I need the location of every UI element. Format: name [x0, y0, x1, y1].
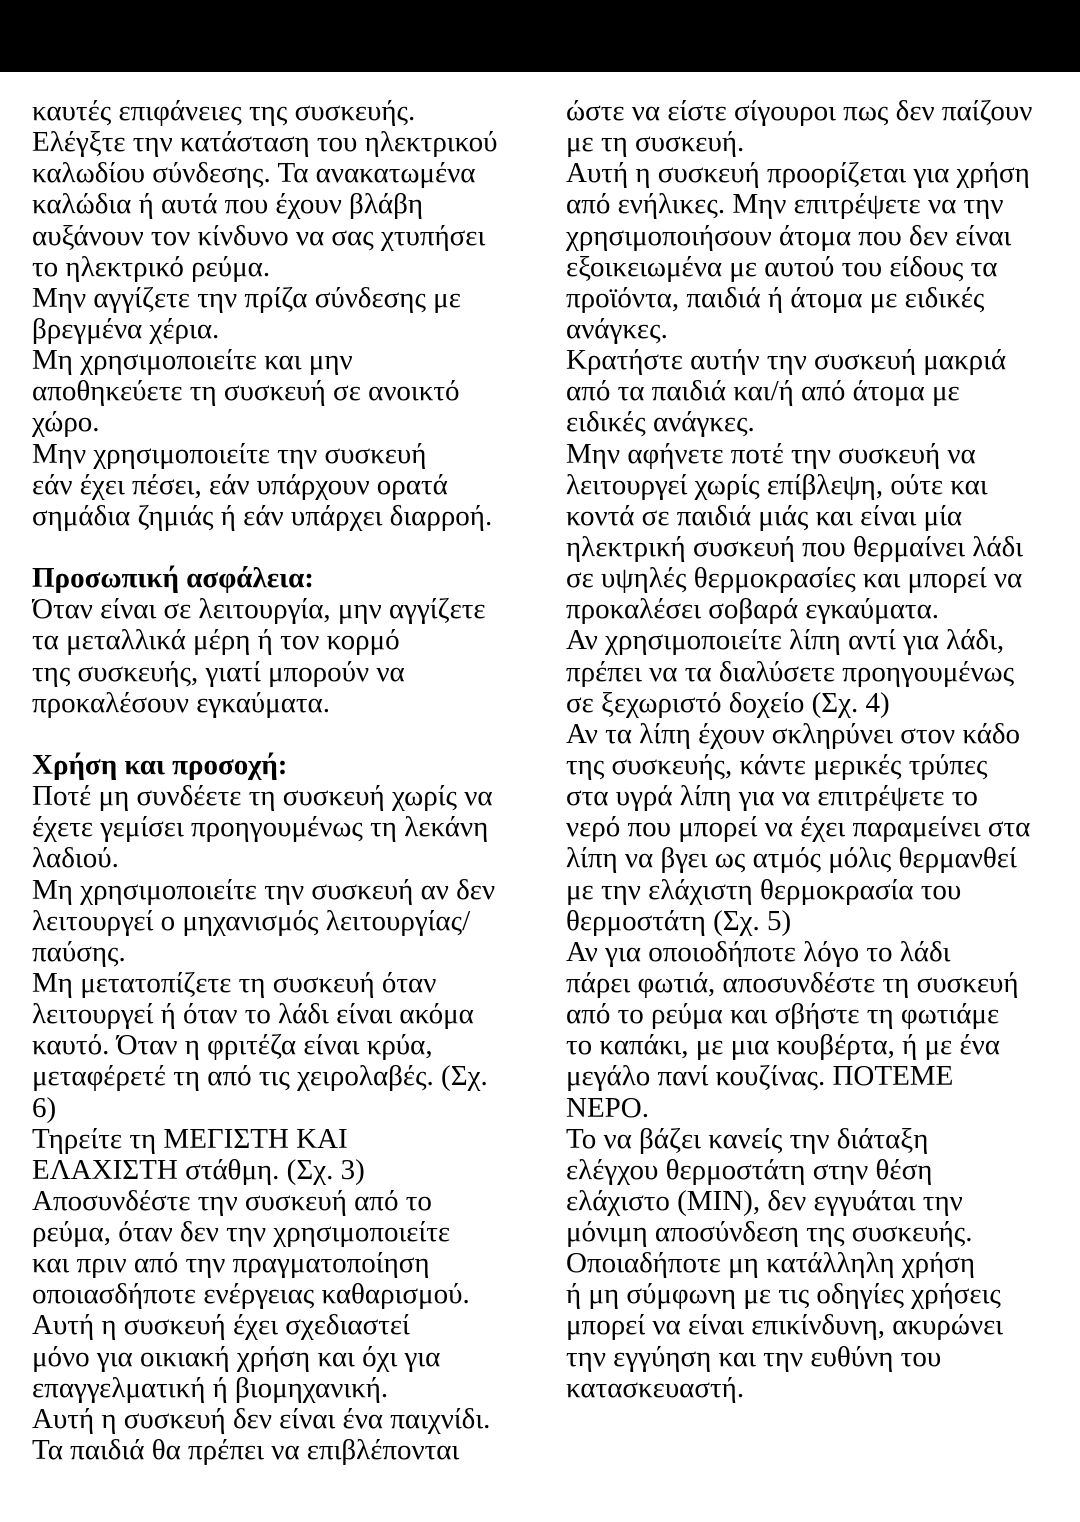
text-line: πάρει φωτιά, αποσυνδέστε τη συσκευή: [566, 966, 1019, 999]
text-line: με την ελάχιστη θερμοκρασία του: [566, 873, 962, 906]
text-line: από το ρεύμα και σβήστε τη φωτιάμε: [566, 998, 1000, 1031]
text-line: λαδιού.: [32, 842, 119, 875]
text-line: τα μεταλλικά μέρη ή τον κορμό: [32, 624, 400, 657]
text-line: λίπη να βγει ως ατμός μόλις θερμανθεί: [566, 842, 1017, 875]
right-text-column: [566, 96, 1074, 1404]
text-line: προϊόντα, παιδιά ή άτομα με ειδικές: [566, 281, 985, 314]
text-line: Μη χρησιμοποιείτε και μην: [32, 344, 353, 377]
text-line: εξοικειωμένα με αυτού του είδους τα: [566, 250, 998, 283]
text-line: αποθηκεύετε τη συσκευή σε ανοικτό: [32, 375, 460, 408]
text-section: [566, 96, 1074, 1404]
header-bar: [0, 0, 1080, 72]
text-line: Μη χρησιμοποιείτε την συσκευή αν δεν: [32, 873, 496, 906]
text-line: ΝΕΡΟ.: [566, 1091, 649, 1124]
text-line: καλωδίου σύνδεσης. Τα ανακατωμένα: [32, 157, 476, 190]
text-line: μόνο για οικιακή χρήση και όχι για: [32, 1340, 441, 1373]
text-line: παύσης.: [32, 935, 126, 968]
text-line: Τηρείτε τη ΜΕΓΙΣΤΗ ΚΑΙ: [32, 1122, 348, 1155]
text-line: σε υψηλές θερμοκρασίες και μπορεί να: [566, 562, 1023, 595]
text-line: ώστε να είστε σίγουροι πως δεν παίζουν: [566, 96, 1033, 127]
text-line: λειτουργεί ή όταν το λάδι είναι ακόμα: [32, 998, 474, 1031]
text-line: Ποτέ μη συνδέετε τη συσκευή χωρίς να: [32, 780, 493, 813]
section-heading: Προσωπική ασφάλεια:: [32, 562, 314, 595]
text-line: Μην αφήνετε ποτέ την συσκευή να: [566, 437, 976, 470]
text-line: Το να βάζει κανείς την διάταξη: [566, 1122, 929, 1155]
text-line: μόνιμη αποσύνδεση της συσκευής.: [566, 1216, 973, 1249]
text-line: κατασκευαστή.: [566, 1371, 745, 1404]
text-line: ή μη σύμφωνη με τις οδηγίες χρήσεις: [566, 1278, 1001, 1311]
text-line: ειδικές ανάγκες.: [566, 406, 755, 439]
text-line: Αυτή η συσκευή προορίζεται για χρήση: [566, 157, 1030, 190]
text-line: αυξάνουν τον κίνδυνο να σας χτυπήσει: [32, 219, 486, 252]
text-line: λειτουργεί ο μηχανισμός λειτουργίας/: [32, 904, 471, 937]
text-line: Κρατήστε αυτήν την συσκευή μακριά: [566, 344, 1007, 377]
text-line: έχετε γεμίσει προηγουμένως τη λεκάνη: [32, 811, 489, 844]
text-line: χρησιμοποιήσουν άτομα που δεν είναι: [566, 219, 1012, 252]
text-line: Μην χρησιμοποιείτε την συσκευή: [32, 437, 427, 470]
text-line: και πριν από την πραγματοποίηση: [32, 1247, 430, 1280]
text-line: το καπάκι, με μια κουβέρτα, ή με ένα: [566, 1029, 1000, 1062]
text-line: νερό που μπορεί να έχει παραμείνει στα: [566, 811, 1031, 844]
left-text-column: [32, 96, 540, 1466]
text-line: στα υγρά λίπη για να επιτρέψετε το: [566, 780, 978, 813]
text-line: Μη μετατοπίζετε τη συσκευή όταν: [32, 966, 437, 999]
text-section: [32, 563, 540, 719]
text-line: ρεύμα, όταν δεν την χρησιμοποιείτε: [32, 1216, 451, 1249]
text-line: χώρο.: [32, 406, 100, 439]
text-line: ΕΛΑΧΙΣΤΗ στάθμη. (Σχ. 3): [32, 1153, 365, 1186]
text-line: Αν χρησιμοποιείτε λίπη αντί για λάδι,: [566, 624, 1005, 657]
text-line: 6): [32, 1091, 57, 1124]
text-line: βρεγμένα χέρια.: [32, 312, 220, 345]
text-line: ελάχιστο (MIN), δεν εγγυάται την: [566, 1184, 963, 1217]
text-line: ανάγκες.: [566, 312, 668, 345]
text-line: ηλεκτρική συσκευή που θερμαίνει λάδι: [566, 530, 1024, 563]
text-line: κοντά σε παιδιά μιάς και είναι μία: [566, 499, 963, 532]
text-line: καυτές επιφάνειες της συσκευής.: [32, 96, 416, 127]
text-line: θερμοστάτη (Σχ. 5): [566, 904, 792, 937]
text-line: εάν έχει πέσει, εάν υπάρχουν ορατά: [32, 468, 448, 501]
text-line: Αυτή η συσκευή δεν είναι ένα παιχνίδι.: [32, 1402, 491, 1435]
text-line: Ελέγξτε την κατάσταση του ηλεκτρικού: [32, 126, 498, 159]
text-line: Μην αγγίζετε την πρίζα σύνδεσης με: [32, 281, 461, 314]
text-line: σε ξεχωριστό δοχείο (Σχ. 4): [566, 686, 890, 719]
text-line: Όταν είναι σε λειτουργία, μην αγγίζετε: [32, 593, 486, 626]
text-line: καυτό. Όταν η φριτέζα είναι κρύα,: [32, 1029, 433, 1062]
text-line: με τη συσκευή.: [566, 126, 745, 159]
text-line: το ηλεκτρικό ρεύμα.: [32, 250, 271, 283]
text-line: Αυτή η συσκευή έχει σχεδιαστεί: [32, 1309, 410, 1342]
text-line: από τα παιδιά και/ή από άτομα με: [566, 375, 960, 408]
text-line: λειτουργεί χωρίς επίβλεψη, ούτε και: [566, 468, 988, 501]
text-line: οποιασδήποτε ενέργειας καθαρισμού.: [32, 1278, 470, 1311]
text-line: της συσκευής, κάντε μερικές τρύπες: [566, 748, 988, 781]
text-section: [32, 750, 540, 1466]
section-heading: Χρήση και προσοχή:: [32, 748, 288, 781]
text-line: από ενήλικες. Μην επιτρέψετε να την: [566, 188, 1004, 221]
text-line: ελέγχου θερμοστάτη στην θέση: [566, 1153, 933, 1186]
text-line: καλώδια ή αυτά που έχουν βλάβη: [32, 188, 423, 221]
text-line: πρέπει να τα διαλύσετε προηγουμένως: [566, 655, 1015, 688]
text-line: την εγγύηση και την ευθύνη του: [566, 1340, 942, 1373]
text-line: προκαλέσει σοβαρά εγκαύματα.: [566, 593, 940, 626]
text-line: Αν τα λίπη έχουν σκληρύνει στον κάδο: [566, 717, 1021, 750]
text-line: της συσκευής, γιατί μπορούν να: [32, 655, 405, 688]
text-line: Αν για οποιοδήποτε λόγο το λάδι: [566, 935, 951, 968]
text-line: Οποιαδήποτε μη κατάλληλη χρήση: [566, 1247, 976, 1280]
text-line: μεταφέρετέ τη από τις χειρολαβές. (Σχ.: [32, 1060, 488, 1093]
text-line: προκαλέσουν εγκαύματα.: [32, 686, 331, 719]
text-line: μεγάλο πανί κουζίνας. ΠΟΤΕΜΕ: [566, 1060, 954, 1093]
text-line: Τα παιδιά θα πρέπει να επιβλέπονται: [32, 1434, 460, 1467]
text-line: σημάδια ζημιάς ή εάν υπάρχει διαρροή.: [32, 499, 493, 532]
text-line: επαγγελματική ή βιομηχανική.: [32, 1371, 389, 1404]
text-line: μπορεί να είναι επικίνδυνη, ακυρώνει: [566, 1309, 1004, 1342]
text-line: Αποσυνδέστε την συσκευή από το: [32, 1184, 432, 1217]
text-section: [32, 96, 540, 532]
